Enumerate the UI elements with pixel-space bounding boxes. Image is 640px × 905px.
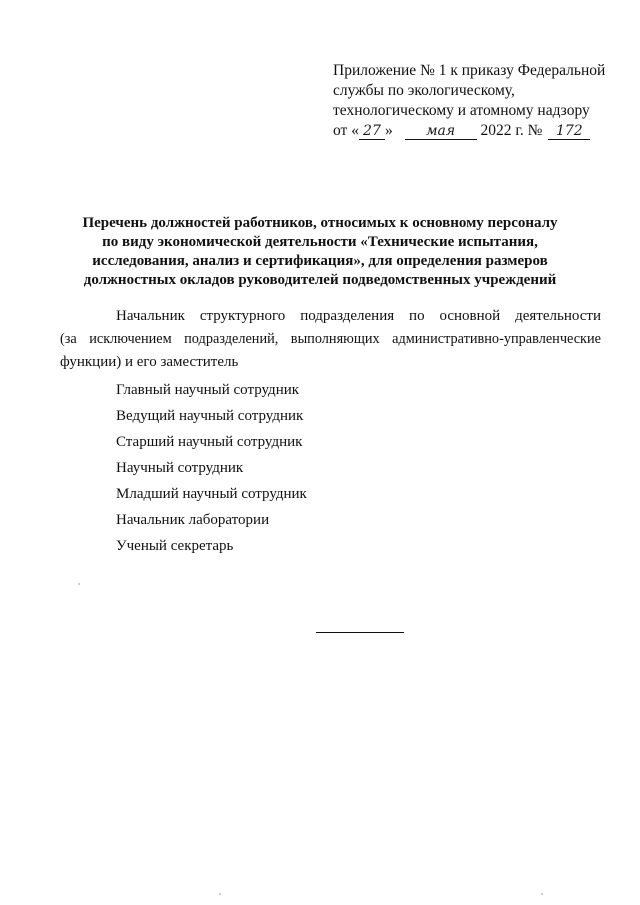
first-position-line-1: Начальник структурного подразделения по основной деятельности bbox=[116, 308, 601, 324]
date-prefix: от « bbox=[333, 122, 359, 139]
first-position-line-3: функции) и его заместитель bbox=[60, 354, 239, 370]
scan-speck bbox=[78, 583, 80, 585]
position-item: Старший научный сотрудник bbox=[116, 434, 303, 450]
date-year: 2022 г. № bbox=[480, 122, 543, 139]
title-line-4: должностных окладов руководителей подведомственных учреждений bbox=[83, 272, 557, 288]
positions-body bbox=[60, 305, 601, 559]
handwritten-month: мая bbox=[405, 124, 477, 140]
position-item: Начальник лаборатории bbox=[116, 512, 270, 528]
position-item: Ведущий научный сотрудник bbox=[116, 408, 304, 424]
annex-header bbox=[333, 61, 623, 141]
handwritten-day: 27 bbox=[359, 124, 385, 140]
annex-line-1: Приложение № 1 к приказу Федеральной bbox=[333, 62, 606, 79]
title-line-1: Перечень должностей работников, относимых к основному персоналу bbox=[82, 215, 558, 231]
handwritten-order-number: 172 bbox=[548, 124, 590, 140]
position-item: Научный сотрудник bbox=[116, 460, 244, 476]
position-item: Главный научный сотрудник bbox=[116, 382, 300, 398]
document-title bbox=[60, 214, 580, 290]
position-item: Младший научный сотрудник bbox=[116, 486, 307, 502]
position-item: Ученый секретарь bbox=[116, 538, 234, 554]
annex-line-2: службы по экологическому, bbox=[333, 82, 515, 99]
first-position-line-2: (за исключением подразделений, выполняющих административно-управленческие bbox=[60, 331, 601, 347]
annex-line-3: технологическому и атомному надзору bbox=[333, 102, 590, 119]
closing-separator-line bbox=[316, 632, 404, 633]
annex-date-line bbox=[333, 121, 623, 141]
scan-speck bbox=[219, 893, 221, 895]
title-line-3: исследования, анализ и сертификация», для определения размеров bbox=[92, 253, 548, 269]
date-mid: » bbox=[384, 122, 393, 139]
positions-list bbox=[88, 377, 601, 559]
scan-speck bbox=[541, 893, 543, 895]
title-line-2: по виду экономической деятельности «Технические испытания, bbox=[102, 234, 538, 250]
